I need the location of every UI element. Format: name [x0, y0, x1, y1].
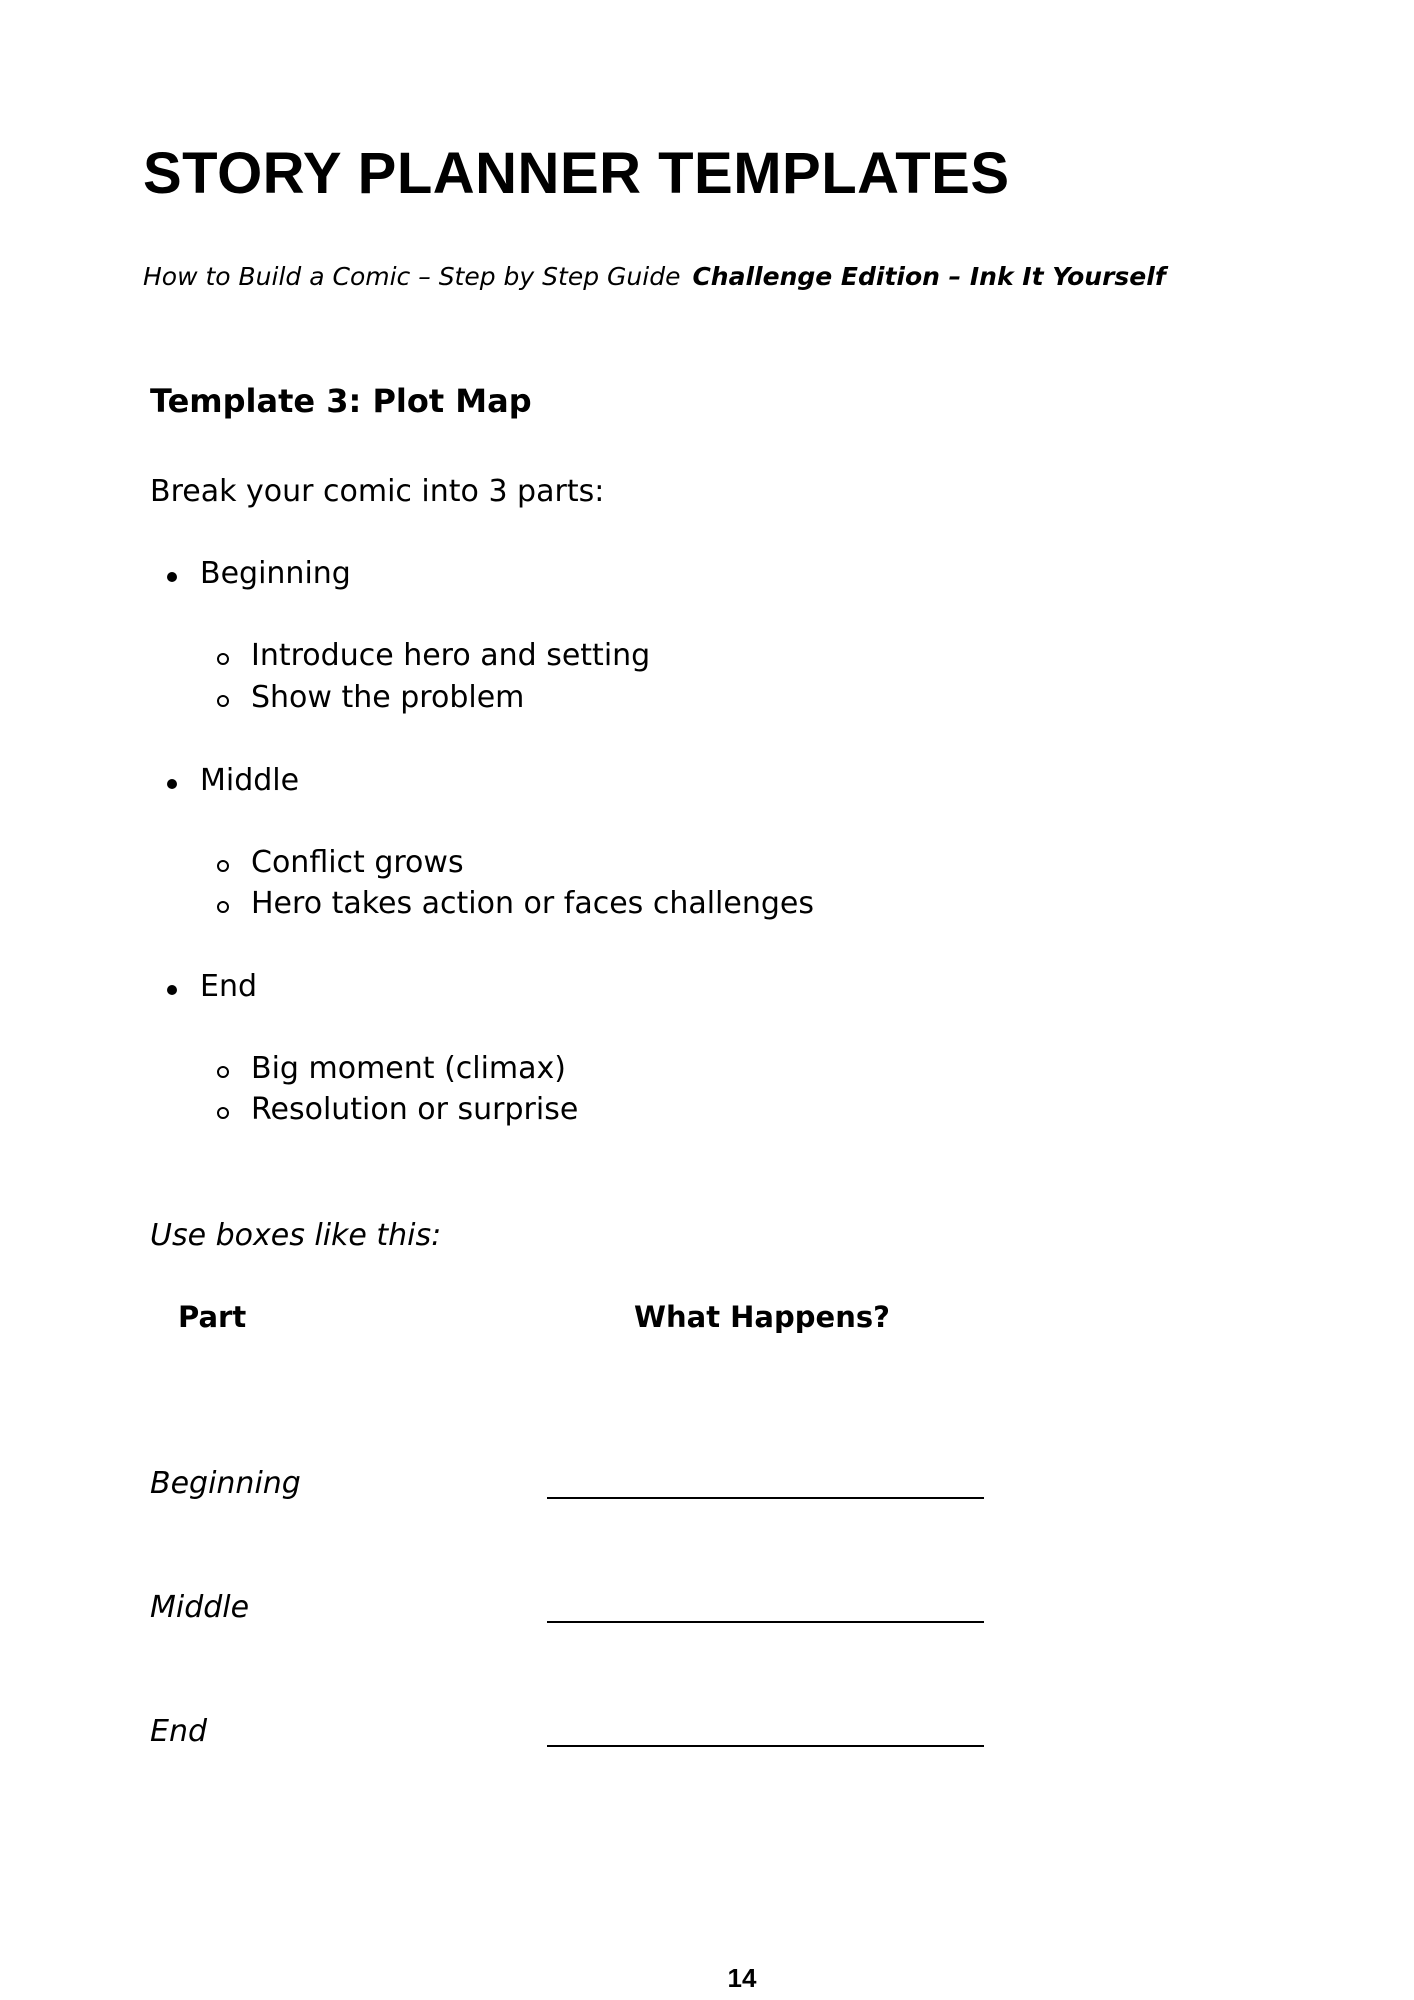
- part-middle: [200, 763, 299, 798]
- part-end: [200, 969, 257, 1004]
- list-item-text: Show the problem: [251, 680, 525, 715]
- column-header-part: Part: [178, 1300, 247, 1334]
- bullet-circle-icon: [217, 695, 229, 707]
- row-label-beginning: Beginning: [150, 1466, 301, 1501]
- row-label-end: End: [150, 1714, 208, 1749]
- list-item-text: Hero takes action or faces challenges: [251, 886, 814, 921]
- list-item: [251, 886, 814, 921]
- part-beginning: [200, 556, 351, 591]
- part-label: Middle: [200, 763, 300, 798]
- section-heading: Template 3: Plot Map: [150, 382, 532, 420]
- page-number: 14: [727, 1963, 757, 1993]
- bullet-circle-icon: [217, 653, 229, 665]
- bullet-circle-icon: [217, 1066, 229, 1078]
- use-boxes-note: Use boxes like this:: [150, 1218, 442, 1253]
- list-item-text: Conflict grows: [251, 845, 464, 880]
- row-label-middle: Middle: [150, 1590, 250, 1625]
- part-label: Beginning: [200, 556, 351, 591]
- column-header-what-happens: What Happens?: [634, 1300, 890, 1334]
- list-item-text: Resolution or surprise: [251, 1092, 579, 1127]
- bullet-dot-icon: [167, 985, 177, 995]
- list-item: [251, 845, 464, 880]
- list-item: [251, 680, 524, 715]
- bullet-dot-icon: [167, 779, 177, 789]
- answer-line-middle[interactable]: [547, 1621, 984, 1623]
- list-item: [251, 1051, 566, 1086]
- bullet-circle-icon: [217, 1107, 229, 1119]
- list-item-text: Big moment (climax): [251, 1051, 566, 1086]
- subtitle-edition: Challenge Edition – Ink It Yourself: [692, 262, 1166, 291]
- part-label: End: [200, 969, 258, 1004]
- bullet-circle-icon: [217, 901, 229, 913]
- subtitle: [143, 262, 1166, 291]
- subtitle-guide: How to Build a Comic – Step by Step Guide: [143, 262, 681, 291]
- intro-text: Break your comic into 3 parts:: [150, 474, 605, 509]
- answer-line-end[interactable]: [547, 1745, 984, 1747]
- list-item-text: Introduce hero and setting: [251, 638, 651, 673]
- page-title: STORY PLANNER TEMPLATES: [143, 141, 1010, 206]
- answer-line-beginning[interactable]: [547, 1497, 984, 1499]
- bullet-circle-icon: [217, 860, 229, 872]
- bullet-dot-icon: [167, 572, 177, 582]
- list-item: [251, 638, 650, 673]
- list-item: [251, 1092, 578, 1127]
